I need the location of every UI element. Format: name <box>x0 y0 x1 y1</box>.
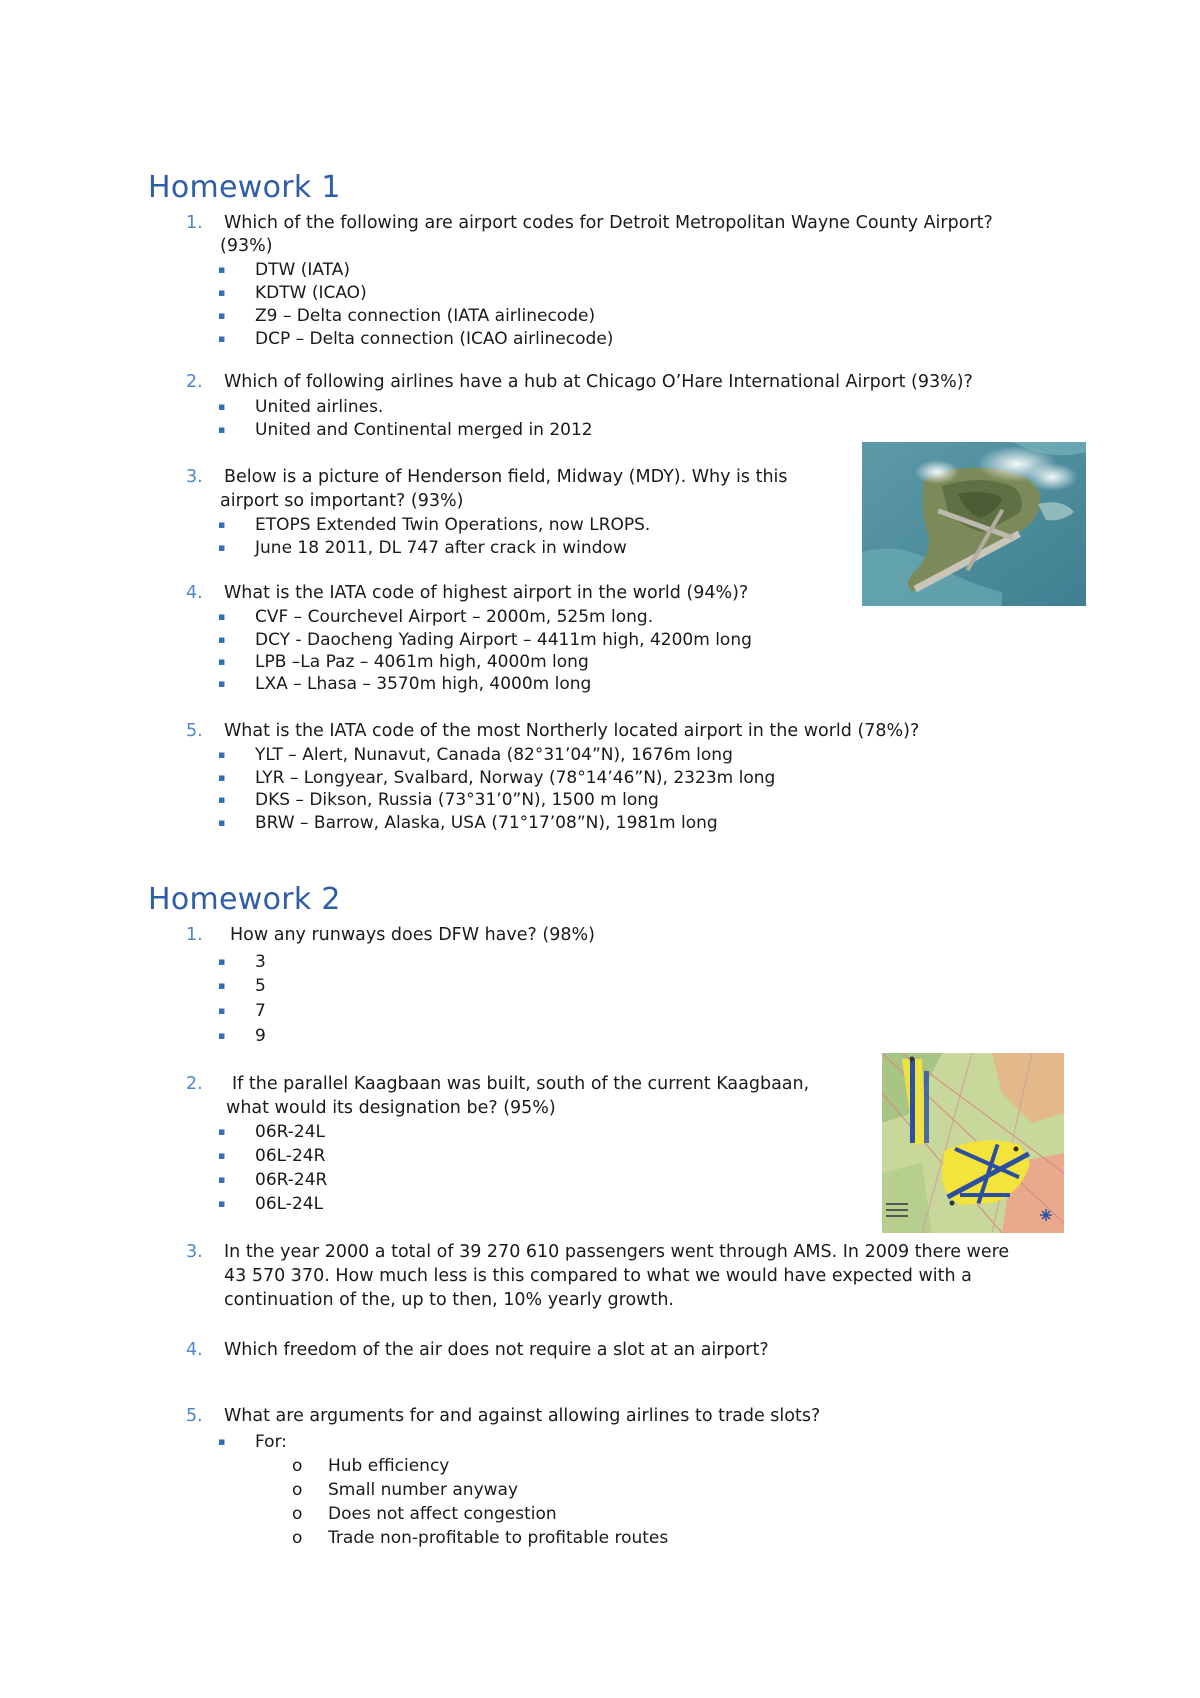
homework-1-heading: Homework 1 <box>148 170 341 205</box>
bullet-icon: ▪ <box>218 1029 226 1042</box>
runway-map <box>882 1053 1064 1233</box>
bullet-icon: ▪ <box>218 1004 226 1017</box>
question-number: 3. <box>186 1242 203 1262</box>
question-number: 5. <box>186 721 203 741</box>
question-text: In the year 2000 a total of 39 270 610 passengers went through AMS. In 2009 there were <box>224 1242 1010 1262</box>
question-text: Which of the following are airport codes for Detroit Metropolitan Wayne County Airport? <box>224 213 993 233</box>
question-text-cont: what would its designation be? (95%) <box>226 1098 556 1118</box>
question-text: If the parallel Kaagbaan was built, south of the current Kaagbaan, <box>232 1074 810 1094</box>
question-number: 1. <box>186 213 203 233</box>
bullet-icon: ▪ <box>218 793 226 806</box>
question-text: Below is a picture of Henderson field, Midway (MDY). Why is this <box>224 467 788 487</box>
homework-2-heading: Homework 2 <box>148 882 341 917</box>
question-text-cont: 43 570 370. How much less is this compared to what we would have expected with a <box>224 1266 972 1286</box>
schiphol-runway-map-image <box>882 1053 1064 1233</box>
question-number: 4. <box>186 1340 203 1360</box>
bullet-icon: ▪ <box>218 1197 226 1210</box>
question-text: What is the IATA code of highest airport in the world (94%)? <box>224 583 749 603</box>
aerial-photo <box>862 442 1086 606</box>
circle-bullet-icon: o <box>292 1504 303 1524</box>
henderson-field-aerial-image <box>862 442 1086 606</box>
question-number: 5. <box>186 1406 203 1426</box>
bullet-icon: ▪ <box>218 1173 226 1186</box>
bullet-icon: ▪ <box>218 655 226 668</box>
bullet-icon: ▪ <box>218 263 226 276</box>
circle-bullet-icon: o <box>292 1456 303 1476</box>
bullet-icon: ▪ <box>218 400 226 413</box>
bullet-icon: ▪ <box>218 610 226 623</box>
bullet-icon: ▪ <box>218 423 226 436</box>
question-number: 3. <box>186 467 203 487</box>
bullet-icon: ▪ <box>218 1435 226 1448</box>
bullet-icon: ▪ <box>218 518 226 531</box>
bullet-icon: ▪ <box>218 677 226 690</box>
bullet-icon: ▪ <box>218 1149 226 1162</box>
bullet-icon: ▪ <box>218 541 226 554</box>
question-number: 4. <box>186 583 203 603</box>
bullet-icon: ▪ <box>218 771 226 784</box>
bullet-icon: ▪ <box>218 979 226 992</box>
question-text-cont: continuation of the, up to then, 10% yearly growth. <box>224 1290 674 1310</box>
circle-bullet-icon: o <box>292 1528 303 1548</box>
question-text: Which of following airlines have a hub at Chicago O’Hare International Airport (93%)? <box>224 372 973 392</box>
bullet-icon: ▪ <box>218 633 226 646</box>
bullet-icon: ▪ <box>218 748 226 761</box>
bullet-icon: ▪ <box>218 1125 226 1138</box>
question-text-cont: airport so important? (93%) <box>220 491 464 511</box>
question-text: What is the IATA code of the most Northerly located airport in the world (78%)? <box>224 721 920 741</box>
question-number: 2. <box>186 372 203 392</box>
document-page: Homework 1 1. Which of the following are airport codes for Detroit Metropolitan Wayne County Airport? (93%) ▪ DTW (IATA) ▪ KDTW (ICAO) ▪ Z9 – Delta connection (IATA airlinecode) ▪ DCP – Delta connection (ICAO airlinecode) 2. Which of following airlines have a hub at Chicago O’Hare International Airport (93%)? ▪ United airlines. ▪ United and Continental merged in 2012 3. Below is a picture of Henderson field, Midway (MDY). Why is this airport so important? (93%) ▪ ETOPS Extended Twin Operations, now LROPS. ▪ June 18 2011, DL 747 after crack in window 4. What is the IATA code of highest airport in the world (94%)? ▪ CVF – Courchevel Airport – 2000m, 525m long. ▪ DCY - Daocheng Yading Airport – 4411m high, 4200m long ▪ LPB –La Paz – 4061m high, 4000m long ▪ LXA – Lhasa – 3570m high, 4000m long 5. What is the IATA code of the most Northerly located airport in the world (78%)? ▪ YLT – Alert, Nunavut, Canada (82°31’04”N), 1676m long ▪ LYR – Longyear, Svalbard, Norway (78°14’46”N), 2323m long ▪ DKS – Dikson, Russia (73°31’0”N), 1500 m long ▪ BRW – Barrow, Alaska, USA (71°17’08”N), 1981m long Homework 2 1. How any runways does DFW have? (98%) ▪ 3 ▪ 5 ▪ 7 ▪ 9 2. If the parallel Kaagbaan was built, south of the current Kaagbaan, what would its designation be? (95%) ▪ 06R-24L ▪ 06L-24R ▪ 06R-24R ▪ 06L-24L 3. In the year 2000 a total of 39 270 610 passengers went through AMS. In 2009 there were 43 570 370. How much less is this compared to what we would have expected with a continuation of the, up to then, 10% yearly growth. 4. Which freedom of the air does not require a slot at an airport? 5. What are arguments for and against allowing airlines to trade slots? ▪ For: o Hub efficiency o Small number anyway o Does not affect congestion o Trade non-profitable to profitable routes <box>0 0 1200 1698</box>
question-text: Which freedom of the air does not require a slot at an airport? <box>224 1340 769 1360</box>
question-number: 1. <box>186 925 203 945</box>
bullet-icon: ▪ <box>218 286 226 299</box>
question-number: 2. <box>186 1074 203 1094</box>
question-text-cont: (93%) <box>220 236 273 256</box>
circle-bullet-icon: o <box>292 1480 303 1500</box>
bullet-icon: ▪ <box>218 816 226 829</box>
question-text: What are arguments for and against allowing airlines to trade slots? <box>224 1406 821 1426</box>
bullet-icon: ▪ <box>218 332 226 345</box>
bullet-icon: ▪ <box>218 955 226 968</box>
bullet-icon: ▪ <box>218 309 226 322</box>
question-text: How any runways does DFW have? (98%) <box>230 925 595 945</box>
